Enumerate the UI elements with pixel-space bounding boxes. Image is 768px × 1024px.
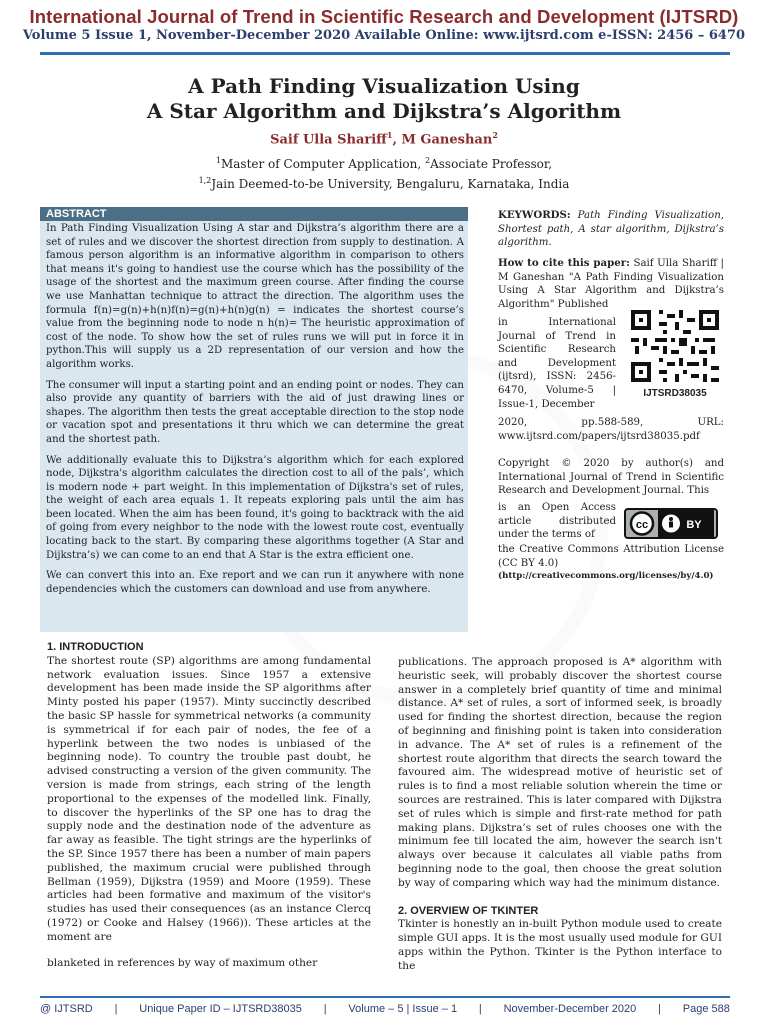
copyright-a: Copyright © 2020 by author(s) and International Journal of Trend in Scientific Research and Development Journal. This <box>498 458 724 497</box>
section-1-continued: publications. The approach proposed is A* algorithm with heuristic seek, will probably discover the shortest course answer in a completely brief quantity of time and minimal distance. A* set of rules, a sort of informed seek, is broadly used for finding the shortest direction, because the region of beginning and finishing point is taken into consideration in advance. The A* set of rules is a refinement of the shortest route algorithm that directs the search toward the favoured aim. The widespread motive of heuristic set of rules is to find a most reliable solution wherein the time or sources are restrained. This is later compared with Dijkstra set of rules which is simple and first-rate method for path making plans. Dijkstra’s set of rules chooses one with the minimum fee till located the aim, however the search isn't always over because it calculates all viable paths from beginning node to the goal, then choose the great solution by way of comparing which way had the minimum distance. <box>398 656 722 889</box>
affil-institution: Jain Deemed-to-be University, Bengaluru, Karnataka, India <box>211 177 570 191</box>
section-1-heading: 1. INTRODUCTION <box>47 641 144 653</box>
keywords-label: KEYWORDS: <box>498 209 571 221</box>
abstract-paragraph-4: We can convert this into an. Exe report and we can run it anywhere with none dependencies which the customers can download and use from anywhere. <box>46 570 464 595</box>
section-2-paragraph: Tkinter is honestly an in-built Python module used to create simple GUI apps. It is the most usually used module for GUI apps within the Python. Tkinter is the Python interface to the <box>398 918 722 972</box>
footer-paper-id: Unique Paper ID – IJTSRD38035 <box>139 1003 302 1015</box>
footer-sep-3: | <box>478 1003 482 1015</box>
cc-badge-by: BY <box>686 519 702 531</box>
citation-block <box>498 257 724 311</box>
citation-label: How to cite this paper: <box>498 257 630 269</box>
footer-date: November-December 2020 <box>503 1003 637 1015</box>
affil-sup-12: 1,2 <box>198 176 212 185</box>
section-1-paragraph: The shortest route (SP) algorithms are among fundamental network evaluation issues. Since 1957 a extensive development has been made inside the SP algorithms after Minty posted his paper (1957). Minty succinctly described the basic SP hassle for symmetrical networks (a community is symmetrical if for each pair of nodes, the fee of a hyperlink between the two nodes is unbiased of the beginning node). To country the trouble past doubt, he advised constructing a version of the given community. The version is made from strings, each string of the length proportional to the expenses of the modelled link. Finally, to discover the hyperlinks of the SP one has to drag the supply node and the destination node of the adventure as far away as feasible. The tight strings are the hyperlinks of the SP. Since 1957 there has been a number of main papers published, the maximum crucial were published through Bellman (1959), Dijkstra (1959) and Moore (1959). These articles had been formative and maximum of the visitor's studies has used their consequences (as an instance Clercq (1972) or Cooke and Halsey (1966)). These articles at the moment are <box>47 654 371 943</box>
keywords <box>498 209 724 250</box>
journal-title: International Journal of Trend in Scientific Research and Development (IJTSRD) <box>29 6 739 27</box>
paper-title-line2: A Star Algorithm and Dijkstra’s Algorithm <box>146 99 622 123</box>
author-2-sup: 2 <box>492 130 498 140</box>
cc-badge-graphic <box>626 510 716 537</box>
body-left-column <box>47 641 371 970</box>
paper-title <box>0 74 768 124</box>
section-1-paragraph-end: blanketed in references by way of maximum other <box>47 956 318 969</box>
footer-page: Page 588 <box>682 1003 730 1015</box>
footer-sep-1: | <box>114 1003 118 1015</box>
abstract-body <box>46 222 464 603</box>
keywords-text: Path Finding Visualization, Shortest path, A star algorithm, Dijkstra’s algorithm. <box>498 210 724 249</box>
qr-label: IJTSRD38035 <box>643 388 707 399</box>
author-1-sup: 1 <box>386 130 393 140</box>
affil-role-1: Master of Computer Application, <box>220 157 426 171</box>
qr-code-icon <box>627 306 723 386</box>
affil-role-2: Associate Professor, <box>430 157 553 171</box>
body-right-column <box>398 656 722 974</box>
abstract-paragraph-2: The consumer will input a starting point and an ending point or nodes. They can also provide any quantity of barriers with the aid of just drawing lines or shapes. The algorithm then tests the great acceptable direction to the stop node or vacation spot and presentations it thru which we can determine the great and the shortest path. <box>46 379 464 445</box>
citation-text-a: Saif Ulla Shariff | M Ganeshan "A Path Finding Visualization Using A Star Algorithm and Dijkstra’s Algorithm" Published <box>498 258 724 310</box>
affil-sup-2: 2 <box>425 156 431 165</box>
affiliation-line-2 <box>0 176 768 191</box>
cc-badge-text: cc <box>635 519 649 531</box>
footer-sep-2: | <box>323 1003 327 1015</box>
author-1: Saif Ulla Shariff <box>270 132 387 148</box>
affiliation-line-1 <box>0 156 768 171</box>
cc-license-url[interactable]: (http://creativecommons.org/licenses/by/4.0) <box>498 571 714 581</box>
footer-volume: Volume – 5 | Issue – 1 <box>348 1003 458 1015</box>
abstract-box <box>40 207 468 632</box>
abstract-paragraph-3: We additionally evaluate this to Dijkstra’s algorithm which for each explored node, Dijkstra's algorithm calculates the direction cost to all of the pals’, which is modern node + part weight. In this implementation of Dijkstra's set of rules, the weight of each area equals 1. It repeats exploring pals until the aim has been located. When the aim has been found, it's going to backtrack with the aid of going from every neighbor to the node with the lowest route cost, eventually locating back to the start. By comparing these algorithms together (A Star and Dijkstra’s) we can come to an end that A Star is the extra efficient one. <box>46 454 464 561</box>
cc-by-license-icon <box>624 508 718 539</box>
header-divider <box>40 52 730 55</box>
page-footer <box>40 1003 730 1015</box>
copyright-b: is an Open Access article distributed under the terms of <box>498 502 616 541</box>
copyright-c: the Creative Commons Attribution License (CC BY 4.0) <box>498 544 724 569</box>
paper-authors <box>0 130 768 147</box>
citation-text-b: in International Journal of Trend in Scientific Research and Development (ijtsrd), ISSN: 2456-6470, Volume-5 | Issue-1, December <box>498 317 616 410</box>
abstract-heading: ABSTRACT <box>40 207 468 221</box>
journal-volume-line: Volume 5 Issue 1, November-December 2020 Available Online: www.ijtsrd.com e-ISSN: 2456 – 6470 <box>22 28 746 43</box>
footer-journal: @ IJTSRD <box>40 1003 93 1015</box>
abstract-paragraph-1: In Path Finding Visualization Using A star and Dijkstra’s algorithm there are a set of rules and we discover the shortest direction from supply to destination. A famous person algorithm is an informative algorithm in comparison to others that means it's going to handiest use the course which has the possibility of the usage of the shortest and the maximum green course. After finding the course we use Manhattan technique to attract the direction. The algorithm uses the formula f(n)=g(n)+h(n)f(n)=g(n)+h(n)g(n) = indicates the shortest course’s value from the beginning node to node n h(n)= The heuristic approximation of cost of the node. To show how the set of rules runs we will put in force it in python.This will supply us a 2D representation of our version and how the algorithm works. <box>46 223 464 370</box>
affil-sup-1: 1 <box>215 156 221 165</box>
paper-title-line1: A Path Finding Visualization Using <box>188 74 580 98</box>
citation-text-c[interactable]: 2020, pp.588-589, URL: www.ijtsrd.com/papers/ijtsrd38035.pdf <box>498 417 724 442</box>
section-2-heading: 2. OVERVIEW OF TKINTER <box>398 904 539 917</box>
footer-divider <box>40 996 730 998</box>
footer-sep-4: | <box>658 1003 661 1015</box>
author-2: , M Ganeshan <box>392 132 493 148</box>
